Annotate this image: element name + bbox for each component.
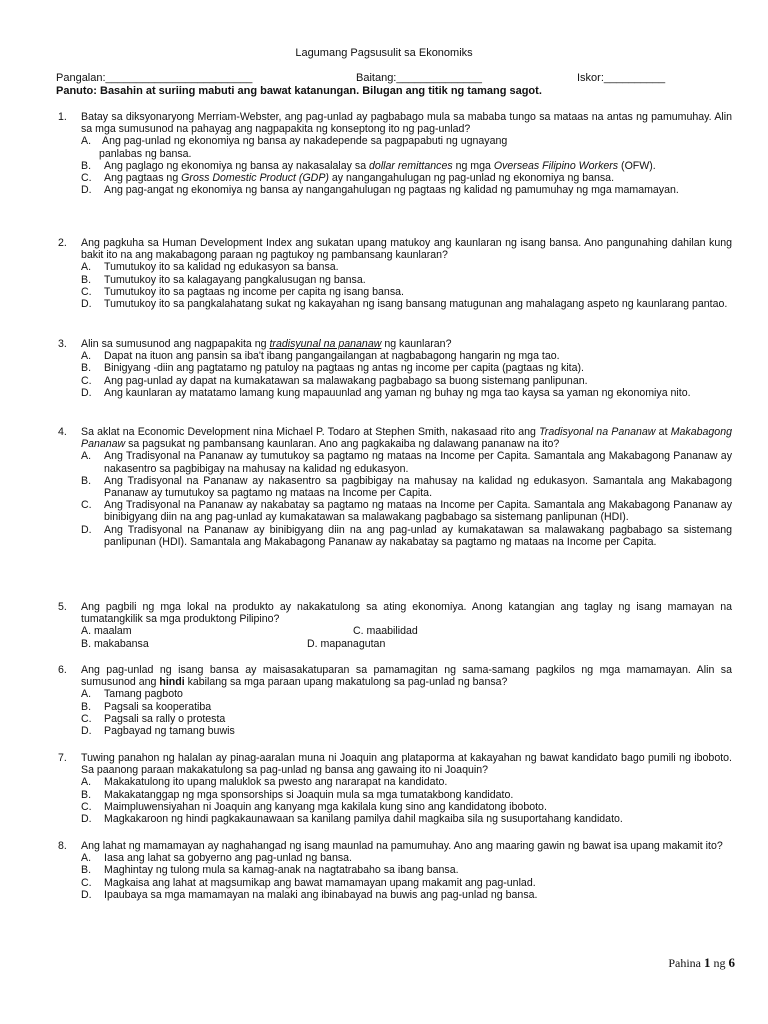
options-grid xyxy=(56,638,732,650)
option-c[interactable]: Maimpluwensiyahan ni Joaquin ang kanyang mga kakilala kung sino ang kandidatong iboboto. xyxy=(104,800,547,813)
question-number: 5. xyxy=(58,601,67,613)
option-letter-c: C. xyxy=(81,285,92,298)
option-c[interactable]: Ang pagtaas ng Gross Domestic Product (GDP) ay nangangahulugan ng pag-unlad ng ekonomiya ng bansa. xyxy=(104,172,615,185)
option-letter-c: C. xyxy=(81,800,92,813)
option-a-continued[interactable]: panlabas ng bansa. xyxy=(99,147,192,160)
option-letter-c: C. xyxy=(81,499,92,512)
option-c[interactable]: Ang pag-unlad ay dapat na kumakatawan sa malawakang pagbabago sa buong sistemang panlipunan. xyxy=(104,374,588,387)
name-field[interactable]: Pangalan:________________________ xyxy=(56,72,253,84)
option-letter-b: B. xyxy=(81,788,92,801)
question-number: 7. xyxy=(58,752,67,764)
option-letter-d: D. xyxy=(81,813,92,826)
question-2 xyxy=(56,237,732,310)
option-d[interactable]: D. mapanagutan xyxy=(307,637,386,650)
option-c[interactable]: Magkaisa ang lahat at magsumikap ang bawat mamamayan upang makamit ang pag-unlad. xyxy=(104,876,536,889)
question-text: Ang lahat ng mamamayan ay naghahangad ng isang maunlad na pamumuhay. Ano ang maaring gawin ng bawat isa upang makamit ito? xyxy=(81,840,723,852)
score-field[interactable]: Iskor:__________ xyxy=(577,72,666,84)
option-c[interactable]: Tumutukoy ito sa pagtaas ng income per capita ng isang bansa. xyxy=(104,285,404,298)
exam-title: Lagumang Pagsusulit sa Ekonomiks xyxy=(295,47,473,59)
option-c[interactable]: Pagsali sa rally o protesta xyxy=(104,712,226,725)
option-letter-a: A. xyxy=(81,450,92,463)
option-d[interactable]: Tumutukoy ito sa pangkalahatang sukat ng kakayahan ng isang bansang matugunan ang mahalagang aspeto ng kaunlarang pantao. xyxy=(104,298,728,311)
option-b[interactable]: B. makabansa xyxy=(81,637,149,650)
question-number: 6. xyxy=(58,664,67,676)
option-letter-c: C. xyxy=(81,374,92,387)
option-a[interactable]: Tumutukoy ito sa kalidad ng edukasyon sa bansa. xyxy=(104,261,339,274)
question-text: Alin sa sumusunod ang nagpapakita ng tradisyunal na pananaw ng kaunlaran? xyxy=(81,338,452,350)
question-3 xyxy=(56,338,732,399)
option-b[interactable]: Pagsali sa kooperatiba xyxy=(104,700,212,713)
question-text: Tuwing panahon ng halalan ay pinag-aaralan muna ni Joaquin ang plataporma at kakayahan ng bawat kandidato bago pumili ng iboboto. Sa paanong paraan makakatulong sa pag-unlad ng bansa ang gawaing ito ni Joaquin? xyxy=(81,752,732,777)
question-text: Ang pagkuha sa Human Development Index ang sukatan upang matukoy ang kaunlaran ng isang bansa. Ano pangunahing dahilan kung bakit ito na ang makabagong paraan ng pagtukoy ng pambansang kaunlaran? xyxy=(81,237,732,262)
option-b[interactable]: Maghintay ng tulong mula sa kamag-anak na nagtatrabaho sa ibang bansa. xyxy=(104,864,459,877)
option-d[interactable]: Ang pag-angat ng ekonomiya ng bansa ay nangangahulugan ng pagtaas ng kalidad ng pamumuhay ng mga mamamayan. xyxy=(104,184,679,197)
option-a[interactable]: Ang pag-unlad ng ekonomiya ng bansa ay nakadepende sa pagpapabuti ng ugnayang xyxy=(102,135,508,148)
option-a[interactable]: Makakatulong ito upang maluklok sa pwesto ang nararapat na kandidato. xyxy=(104,776,448,789)
question-number: 4. xyxy=(58,426,67,438)
option-letter-c: C. xyxy=(81,876,92,889)
question-number: 8. xyxy=(58,840,67,852)
option-letter-a: A. xyxy=(81,852,92,865)
option-letter-a: A. xyxy=(81,350,92,363)
option-letter-c: C. xyxy=(81,712,92,725)
question-7 xyxy=(56,752,732,825)
option-letter-a: A. xyxy=(81,688,92,701)
instructions: Panuto: Basahin at suriing mabuti ang bawat katanungan. Bilugan ang titik ng tamang sagot. xyxy=(56,85,542,97)
question-text: Sa aklat na Economic Development nina Michael P. Todaro at Stephen Smith, nakasaad rito ang Tradisyonal na Pananaw at Makabagong Pananaw sa pagsukat ng pambansang kaunlaran. Ano ang pagkakaiba ng dalawang pananaw na ito? xyxy=(81,426,732,451)
current-page: 1 xyxy=(704,955,711,970)
option-letter-b: B. xyxy=(81,273,92,286)
option-letter-d: D. xyxy=(81,523,92,536)
question-text: Ang pag-unlad ng isang bansa ay maisasakatuparan sa pamamagitan ng sama-samang pagkilos ng mga mamamayan. Alin sa sumusunod ang hindi kabilang sa mga paraan upang makatulong sa pag-unlad ng bansa? xyxy=(81,664,732,689)
option-a[interactable]: Tamang pagboto xyxy=(104,688,183,701)
option-d[interactable]: Ang kaunlaran ay matatamo lamang kung mapauunlad ang yaman ng buhay ng mga tao kaysa sa yaman ng ekonomiya nito. xyxy=(104,386,691,399)
option-c[interactable]: C. maabilidad xyxy=(353,625,418,638)
question-text: Batay sa diksyonaryong Merriam-Webster, ang pag-unlad ay pagbabago mula sa mababa tungo sa mataas na antas ng pamumuhay. Alin sa mga sumusunod na pahayag ang nagpapakita ng konseptong ito ng pag-unlad? xyxy=(81,111,732,136)
grade-field[interactable]: Baitang:______________ xyxy=(356,72,483,84)
student-info-fields xyxy=(0,72,768,86)
option-d[interactable]: Ang Tradisyonal na Pananaw ay binibigyang diin na ang pag-unlad ay kumakatawan sa malawakang pagbabago sa sistemang panlipunan (HDI). Samantala ang Makabagong Pananaw ay nakabatay sa pagtamo ng mataas na Income per Capita. xyxy=(104,523,732,548)
question-number: 1. xyxy=(58,111,67,123)
option-letter-d: D. xyxy=(81,725,92,738)
option-letter-a: A. xyxy=(81,261,92,274)
option-a[interactable]: A. maalam xyxy=(81,625,132,638)
option-letter-b: B. xyxy=(81,700,92,713)
option-letter-b: B. xyxy=(81,864,92,877)
option-letter-b: B. xyxy=(81,474,92,487)
option-letter-c: C. xyxy=(81,172,92,185)
option-b[interactable]: Ang Tradisyonal na Pananaw ay nakasentro sa pagbibigay na mahusay na kalidad ng edukasyon. Samantala ang Makabagong Pananaw ay tumutukoy sa pagtamo ng mataas na Income per Capita. xyxy=(104,474,732,500)
option-a[interactable]: Ang Tradisyonal na Pananaw ay tumutukoy sa pagtamo ng mataas na Income per Capita. Samantala ang Makabagong Pananaw ay nakasentro sa pagbibigay na mahusay na kalidad ng edukasyon. xyxy=(104,450,732,475)
option-a[interactable]: Dapat na ituon ang pansin sa iba't ibang pangangailangan at nagbabagong hangarin ng mga tao. xyxy=(104,350,560,363)
option-b[interactable]: Ang paglago ng ekonomiya ng bansa ay nakasalalay sa dollar remittances ng mga Overseas Filipino Workers (OFW). xyxy=(104,159,656,172)
options-grid xyxy=(56,625,732,637)
question-1 xyxy=(56,111,732,196)
question-number: 3. xyxy=(58,338,67,350)
option-letter-a: A. xyxy=(81,776,92,789)
option-letter-d: D. xyxy=(81,298,92,311)
option-a[interactable]: Iasa ang lahat sa gobyerno ang pag-unlad ng bansa. xyxy=(104,852,352,865)
total-pages: 6 xyxy=(728,955,735,970)
option-letter-d: D. xyxy=(81,184,92,197)
option-letter-d: D. xyxy=(81,386,92,399)
option-c[interactable]: Ang Tradisyonal na Pananaw ay nakabatay sa pagtamo ng mataas na Income per Capita. Samantala ang Makabagong Pananaw ay binibigyang diin na ang pag-unlad ay kumakatawan sa malawakang pagbabago sa sistemang panlipunan (HDI). xyxy=(104,499,732,524)
option-d[interactable]: Magkakaroon ng hindi pagkakaunawaan sa kanilang pamilya dahil magkaiba sila ng susuportahang kandidato. xyxy=(104,813,623,826)
question-6 xyxy=(56,664,732,737)
option-d[interactable]: Ipaubaya sa mga mamamayan na malaki ang ibinabayad na buwis ang pag-unlad ng bansa. xyxy=(104,888,538,901)
question-8 xyxy=(56,840,732,901)
option-letter-b: B. xyxy=(81,159,92,172)
question-number: 2. xyxy=(58,237,67,249)
option-letter-d: D. xyxy=(81,888,92,901)
option-b[interactable]: Tumutukoy ito sa kalagayang pangkalusugan ng bansa. xyxy=(104,273,366,286)
option-letter-a: A. xyxy=(81,135,92,148)
option-d[interactable]: Pagbayad ng tamang buwis xyxy=(104,725,235,738)
question-4 xyxy=(56,426,732,548)
option-b[interactable]: Makakatanggap ng mga sponsorships si Joaquin mula sa mga tumatakbong kandidato. xyxy=(104,788,514,801)
question-text: Ang pagbili ng mga lokal na produkto ay nakakatulong sa ating ekonomiya. Anong katangian ang taglay ng isang mamayan na tumatangkilik sa mga produktong Pilipino? xyxy=(81,601,732,626)
page-number-footer: Pahina 1 ng 6 xyxy=(668,955,735,970)
question-5 xyxy=(56,601,732,650)
option-letter-b: B. xyxy=(81,362,92,375)
option-b[interactable]: Binigyang -diin ang pagtatamo ng patuloy na pagtaas ng antas ng income per capita (pagtaas ng kita). xyxy=(104,362,584,375)
